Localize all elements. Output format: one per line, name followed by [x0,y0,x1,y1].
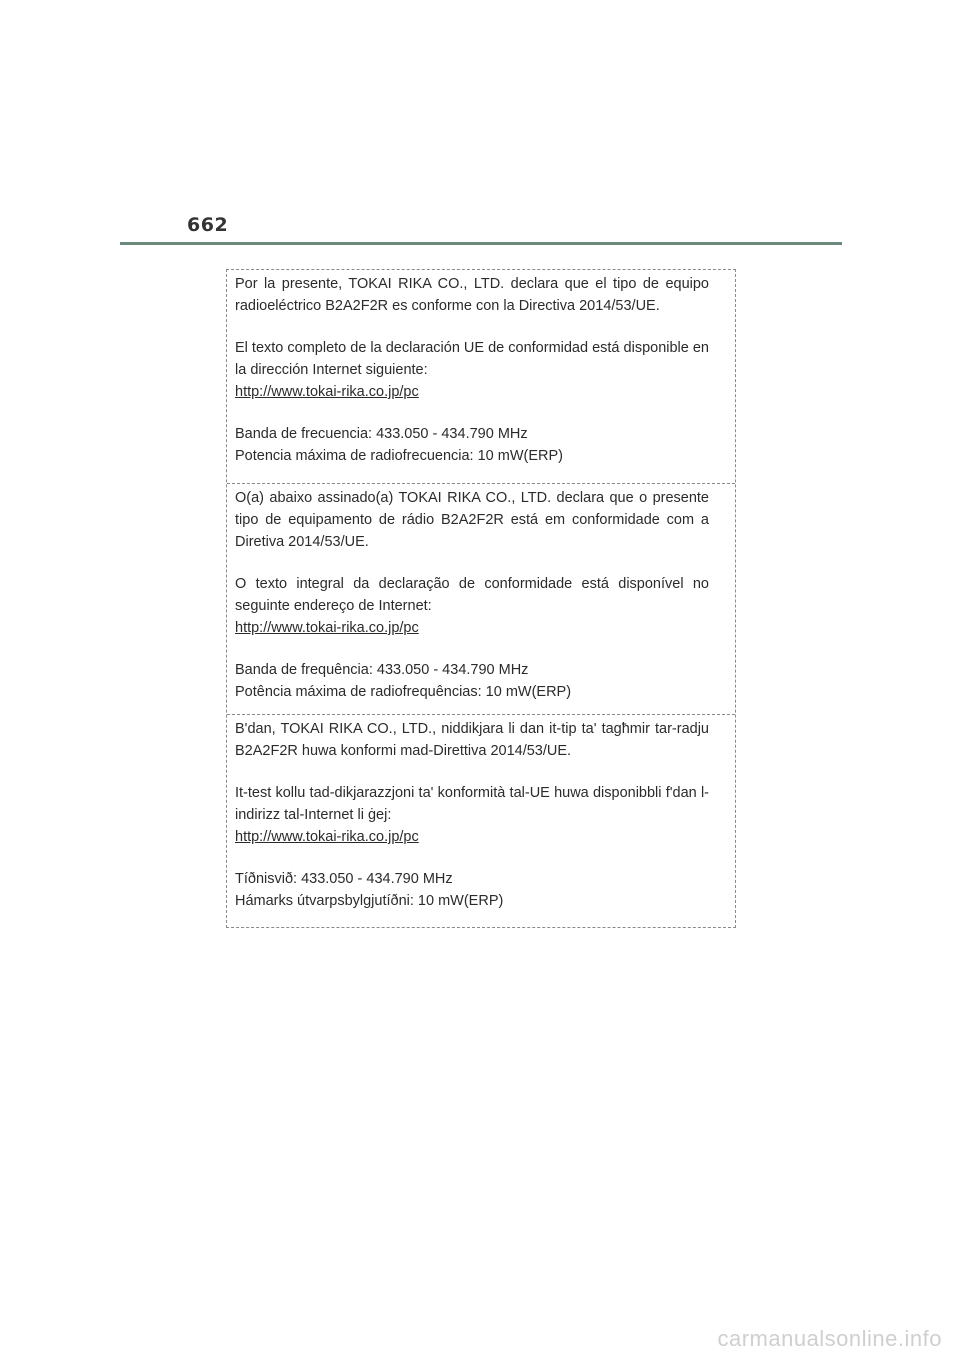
availability-text: O texto integral da declaração de conformidade está disponível no seguinte endereço de Internet: [235,576,709,614]
availability-text: It-test kollu tad-dikjarazzjoni ta' konformità tal-UE huwa disponibbli f'dan l-indirizz tal-Internet li ġej: [235,785,709,823]
availability-text: El texto completo de la declaración UE de conformidad está disponible en la dirección Internet siguiente: [235,340,709,378]
declaration-section-spanish [227,270,735,484]
availability-block [235,782,709,848]
watermark: carmanualsonline.info [717,1326,942,1351]
declaration-section-maltese [227,715,735,927]
frequency-band: Banda de frecuencia: 433.050 - 434.790 MHz [235,426,528,442]
declaration-url-link[interactable]: http://www.tokai-rika.co.jp/pc [235,384,419,400]
declaration-text: B'dan, TOKAI RIKA CO., LTD., niddikjara li dan it-tip ta' tagħmir tar-radju B2A2F2R huwa konformi mad-Direttiva 2014/53/UE. [235,721,709,759]
page-number: 662 [187,214,229,236]
specs-block [235,423,709,467]
max-power: Potência máxima de radiofrequências: 10 mW(ERP) [235,684,572,700]
frequency-band: Banda de frequência: 433.050 - 434.790 MHz [235,662,529,678]
declaration-url-link[interactable]: http://www.tokai-rika.co.jp/pc [235,829,419,845]
specs-block [235,868,709,912]
declaration-text: O(a) abaixo assinado(a) TOKAI RIKA CO., LTD. declara que o presente tipo de equipamento de rádio B2A2F2R está em conformidade com a Diretiva 2014/53/UE. [235,490,709,550]
declaration-section-portuguese [227,484,735,715]
frequency-band: Tíðnisvið: 433.050 - 434.790 MHz [235,871,453,887]
max-power: Potencia máxima de radiofrecuencia: 10 mW(ERP) [235,448,563,464]
availability-block [235,337,709,403]
declaration-box [226,269,736,928]
max-power: Hámarks útvarpsbylgjutíðni: 10 mW(ERP) [235,893,504,909]
availability-block [235,573,709,639]
declaration-url-link[interactable]: http://www.tokai-rika.co.jp/pc [235,620,419,636]
specs-block [235,659,709,703]
declaration-text: Por la presente, TOKAI RIKA CO., LTD. declara que el tipo de equipo radioeléctrico B2A2F2R es conforme con la Directiva 2014/53/UE. [235,276,709,314]
header-rule [120,242,842,245]
